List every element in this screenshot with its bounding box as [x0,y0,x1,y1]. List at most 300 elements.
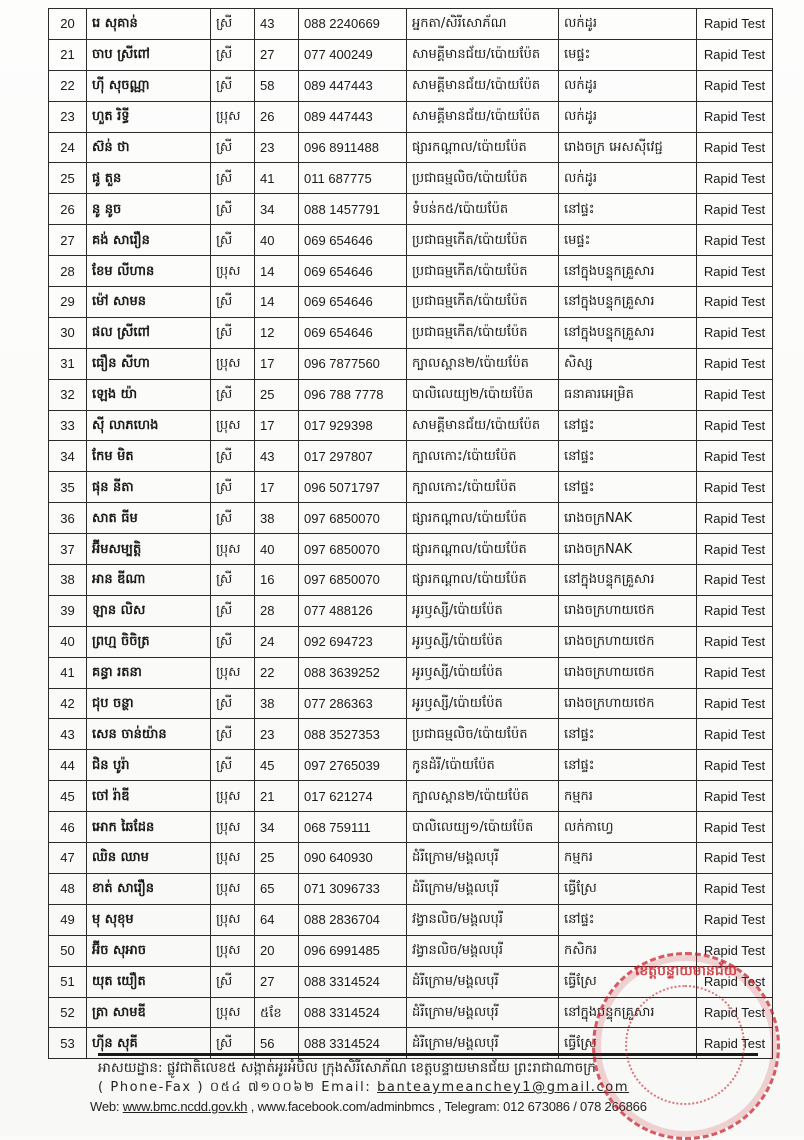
test-type-cell: Rapid Test [697,194,773,225]
address-cell: សាមគ្គីមានជ័យ/ប៉ោយប៉ែត [407,410,559,441]
address-cell: ប្រជាធម្មកើត/ប៉ោយប៉ែត [407,287,559,318]
sex-cell: ស្រី [211,163,255,194]
table-row [49,503,773,534]
patient-name-cell: ចាប ស្រីពៅ [87,39,211,70]
patient-name-cell: ត្រា សាមឌី [87,997,211,1028]
occupation-cell: នៅផ្ទះ [559,904,697,935]
phone-number-cell: 011 687775 [299,163,407,194]
occupation-cell: នៅផ្ទះ [559,194,697,225]
age-cell: 25 [255,843,299,874]
occupation-cell: រោងចក្រហាយថេក [559,657,697,688]
sex-cell: ស្រី [211,379,255,410]
sex-cell: ស្រី [211,719,255,750]
patient-name-cell: ជិន បូរ៉ា [87,750,211,781]
test-type-cell: Rapid Test [697,9,773,40]
test-type-cell: Rapid Test [697,565,773,596]
address-cell: ដំរីក្រោម/មង្គលបុរី [407,843,559,874]
sex-cell: ប្រុស [211,410,255,441]
test-type-cell: Rapid Test [697,348,773,379]
test-type-cell: Rapid Test [697,750,773,781]
patient-name-cell: ចៅ រ៉ាឌី [87,781,211,812]
phone-number-cell: 088 3314524 [299,997,407,1028]
age-cell: 24 [255,626,299,657]
phone-number-cell: 096 788 7778 [299,379,407,410]
table-row [49,194,773,225]
address-cell: ក្បាលកោះ/ប៉ោយប៉ែត [407,472,559,503]
test-type-cell: Rapid Test [697,873,773,904]
occupation-cell: មេផ្ទះ [559,225,697,256]
patient-name-cell: មុ សុខុម [87,904,211,935]
address-cell: ទំបន់ក៥/ប៉ោយប៉ែត [407,194,559,225]
age-cell: ៥ខែ [255,997,299,1028]
patient-name-cell: យុត យឿត [87,966,211,997]
age-cell: 41 [255,163,299,194]
sex-cell: ប្រុស [211,935,255,966]
test-type-cell: Rapid Test [697,719,773,750]
test-type-cell: Rapid Test [697,595,773,626]
row-number-cell: 27 [49,225,87,256]
row-number-cell: 46 [49,812,87,843]
test-type-cell: Rapid Test [697,997,773,1028]
phone-number-cell: 096 6991485 [299,935,407,966]
row-number-cell: 26 [49,194,87,225]
occupation-cell: ធនាគារអេម្រិត [559,379,697,410]
phone-number-cell: 077 400249 [299,39,407,70]
occupation-cell: នៅផ្ទះ [559,410,697,441]
sex-cell: ស្រី [211,132,255,163]
table-row [49,843,773,874]
phone-number-cell: 088 2240669 [299,9,407,40]
address-cell: ប្រជាធម្មលិច/ប៉ោយប៉ែត [407,163,559,194]
age-cell: 45 [255,750,299,781]
sex-cell: ប្រុស [211,997,255,1028]
age-cell: 43 [255,9,299,40]
occupation-cell: នៅក្នុងបន្ទុកគ្រួសារ [559,317,697,348]
table-row [49,812,773,843]
patient-name-cell: សាត ធីម [87,503,211,534]
occupation-cell: រោងចក្រហាយថេក [559,595,697,626]
age-cell: 38 [255,688,299,719]
sex-cell: ស្រី [211,688,255,719]
age-cell: 34 [255,812,299,843]
address-cell: ដំរីក្រោម/មង្គលបុរី [407,873,559,904]
row-number-cell: 41 [49,657,87,688]
test-type-cell: Rapid Test [697,626,773,657]
table-row [49,256,773,287]
patient-name-cell: រេ សុគាន់ [87,9,211,40]
occupation-cell: ធ្វើស្រែ [559,1028,697,1059]
patient-name-cell: កែម មិត [87,441,211,472]
roster-body [49,9,773,1059]
website-link[interactable]: www.bmc.ncdd.gov.kh [122,1099,248,1114]
occupation-cell: នៅផ្ទះ [559,750,697,781]
age-cell: 43 [255,441,299,472]
address-cell: ដំរីក្រោម/មង្គលបុរី [407,966,559,997]
email-link[interactable]: banteaymeanchey1@gmail.com [377,1080,630,1095]
table-row [49,873,773,904]
patient-name-cell: ហួត រិទ្ធី [87,101,211,132]
test-type-cell: Rapid Test [697,812,773,843]
age-cell: 22 [255,657,299,688]
address-cell: សាមគ្គីមានជ័យ/ប៉ោយប៉ែត [407,101,559,132]
patient-name-cell: អាន ឌីណា [87,565,211,596]
table-row [49,225,773,256]
patient-name-cell: នូ នូច [87,194,211,225]
age-cell: 64 [255,904,299,935]
address-cell: ក្បាលកោះ/ប៉ោយប៉ែត [407,441,559,472]
table-row [49,688,773,719]
test-type-cell: Rapid Test [697,781,773,812]
occupation-cell: នៅផ្ទះ [559,441,697,472]
table-row [49,348,773,379]
patient-name-cell: ជុប ចន្ថា [87,688,211,719]
test-type-cell: Rapid Test [697,225,773,256]
phone-number-cell: 090 640930 [299,843,407,874]
patient-name-cell: អោក ឆៃដែន [87,812,211,843]
address-cell: បាលិលេយ្យ២/ប៉ោយប៉ែត [407,379,559,410]
patient-name-cell: សេន ចាន់យ៉ាន [87,719,211,750]
sex-cell: ប្រុស [211,348,255,379]
sex-cell: ប្រុស [211,904,255,935]
test-type-cell: Rapid Test [697,441,773,472]
sex-cell: ប្រុស [211,534,255,565]
patient-name-cell: អ៊ីច សុអាច [87,935,211,966]
phone-number-cell: 068 759111 [299,812,407,843]
phone-number-cell: 097 6850070 [299,534,407,565]
row-number-cell: 34 [49,441,87,472]
phone-number-cell: 097 6850070 [299,565,407,596]
patient-name-cell: ឈិន ឈាម [87,843,211,874]
phone-number-cell: 097 6850070 [299,503,407,534]
sex-cell: ស្រី [211,595,255,626]
test-type-cell: Rapid Test [697,966,773,997]
row-number-cell: 40 [49,626,87,657]
address-cell: ផ្សារកណ្តាល/ប៉ោយប៉ែត [407,503,559,534]
address-cell: ផ្សារកណ្តាល/ប៉ោយប៉ែត [407,132,559,163]
phone-number-cell: 088 3639252 [299,657,407,688]
occupation-cell: នៅក្នុងបន្ទុកគ្រួសារ [559,256,697,287]
age-cell: 23 [255,132,299,163]
row-number-cell: 39 [49,595,87,626]
row-number-cell: 42 [49,688,87,719]
address-cell: កូនដំរី/ប៉ោយប៉ែត [407,750,559,781]
address-cell: ដំរីក្រោម/មង្គលបុរី [407,997,559,1028]
address-cell: ប្រជាធម្មលិច/ប៉ោយប៉ែត [407,719,559,750]
patient-name-cell: ហ៊ីន សុគី [87,1028,211,1059]
table-row [49,287,773,318]
age-cell: 27 [255,966,299,997]
age-cell: 65 [255,873,299,904]
sex-cell: ប្រុស [211,657,255,688]
sex-cell: ប្រុស [211,781,255,812]
phone-fax: ( Phone-Fax ) ០៥៤ ៧១០០៦២ Email: [98,1080,378,1095]
table-row [49,966,773,997]
sex-cell: ប្រុស [211,101,255,132]
occupation-cell: នៅផ្ទះ [559,719,697,750]
table-row [49,379,773,410]
address-cell: ប្រជាធម្មកើត/ប៉ោយប៉ែត [407,225,559,256]
phone-number-cell: 077 286363 [299,688,407,719]
occupation-cell: លក់ដូរ [559,70,697,101]
address-cell: អ្នកតា/សិរីសោភ័ណ [407,9,559,40]
test-type-cell: Rapid Test [697,534,773,565]
table-row [49,997,773,1028]
patient-name-cell: គង់ សារឿន [87,225,211,256]
phone-number-cell: 089 447443 [299,70,407,101]
address-cell: ផ្សារកណ្តាល/ប៉ោយប៉ែត [407,534,559,565]
age-cell: 20 [255,935,299,966]
age-cell: 16 [255,565,299,596]
age-cell: 40 [255,225,299,256]
phone-number-cell: 088 3314524 [299,966,407,997]
row-number-cell: 29 [49,287,87,318]
address-cell: វង្វានលិច/មង្គលបុរី [407,935,559,966]
age-cell: 17 [255,472,299,503]
sex-cell: ប្រុស [211,843,255,874]
test-type-cell: Rapid Test [697,379,773,410]
sex-cell: ស្រី [211,9,255,40]
row-number-cell: 20 [49,9,87,40]
address-cell: អូរឫស្សី/ប៉ោយប៉ែត [407,657,559,688]
test-type-cell: Rapid Test [697,287,773,318]
address-cell: ដំរីក្រោម/មង្គលបុរី [407,1028,559,1059]
row-number-cell: 24 [49,132,87,163]
address-cell: វង្វានលិច/មង្គលបុរី [407,904,559,935]
row-number-cell: 21 [49,39,87,70]
occupation-cell: រោងចក្រ អេសស៊ីវេជ្ជ [559,132,697,163]
phone-number-cell: 096 7877560 [299,348,407,379]
phone-number-cell: 097 2765039 [299,750,407,781]
test-type-cell: Rapid Test [697,1028,773,1059]
patient-name-cell: ផល ស្រីពៅ [87,317,211,348]
age-cell: 14 [255,256,299,287]
age-cell: 38 [255,503,299,534]
occupation-cell: នៅផ្ទះ [559,472,697,503]
age-cell: 21 [255,781,299,812]
patient-name-cell: ម៉ៅ សាមន [87,287,211,318]
sex-cell: ស្រី [211,70,255,101]
patient-name-cell: ធឿន សីហា [87,348,211,379]
phone-number-cell: 088 3527353 [299,719,407,750]
test-type-cell: Rapid Test [697,70,773,101]
row-number-cell: 33 [49,410,87,441]
phone-number-cell: 077 488126 [299,595,407,626]
table-row [49,472,773,503]
test-type-cell: Rapid Test [697,256,773,287]
phone-number-cell: 088 2836704 [299,904,407,935]
table-row [49,719,773,750]
occupation-cell: នៅក្នុងបន្ទុកគ្រួសារ [559,287,697,318]
test-type-cell: Rapid Test [697,657,773,688]
patient-name-cell: ស៊ន់ ថា [87,132,211,163]
address-cell: អូរឫស្សី/ប៉ោយប៉ែត [407,626,559,657]
occupation-cell: រោងចក្រហាយថេក [559,626,697,657]
occupation-cell: នៅក្នុងបន្ទុកគ្រួសារ [559,997,697,1028]
occupation-cell: រោងចក្រហាយថេក [559,688,697,719]
occupation-cell: នៅក្នុងបន្ទុកគ្រួសារ [559,565,697,596]
phone-number-cell: 017 297807 [299,441,407,472]
patient-name-cell: ស៊ី លាភហេង [87,410,211,441]
phone-number-cell: 088 1457791 [299,194,407,225]
occupation-cell: ធ្វើស្រែ [559,873,697,904]
sex-cell: ស្រី [211,565,255,596]
row-number-cell: 45 [49,781,87,812]
row-number-cell: 32 [49,379,87,410]
age-cell: 58 [255,70,299,101]
patient-name-cell: ឡេង យ៉ា [87,379,211,410]
phone-number-cell: 017 621274 [299,781,407,812]
table-row [49,935,773,966]
test-type-cell: Rapid Test [697,132,773,163]
address-cell: ផ្សារកណ្តាល/ប៉ោយប៉ែត [407,565,559,596]
phone-number-cell: 092 694723 [299,626,407,657]
row-number-cell: 23 [49,101,87,132]
address-cell: អូរឫស្សី/ប៉ោយប៉ែត [407,595,559,626]
separator: , [247,1099,258,1114]
age-cell: 34 [255,194,299,225]
footer-divider [98,1053,758,1056]
row-number-cell: 37 [49,534,87,565]
age-cell: 17 [255,410,299,441]
table-row [49,750,773,781]
facebook-link[interactable]: www.facebook.com/adminbmcs [257,1099,435,1114]
age-cell: 23 [255,719,299,750]
table-row [49,781,773,812]
row-number-cell: 43 [49,719,87,750]
patient-name-cell: ឡាន លិស [87,595,211,626]
address-cell: សាមគ្គីមានជ័យ/ប៉ោយប៉ែត [407,70,559,101]
table-row [49,163,773,194]
footer-address: អាសយដ្ឋាន: ផ្លូវជាតិលេខ៥ សង្កាត់អូរអំបិល ក្រុងសិរីសោភ័ណ ខេត្តបន្ទាយមានជ័យ ព្រះរាជាណាចក្រ [98,1060,596,1076]
phone-number-cell: 089 447443 [299,101,407,132]
test-type-cell: Rapid Test [697,101,773,132]
sex-cell: ស្រី [211,966,255,997]
table-row [49,657,773,688]
sex-cell: ស្រី [211,39,255,70]
sex-cell: ប្រុស [211,812,255,843]
sex-cell: ស្រី [211,1028,255,1059]
table-row [49,441,773,472]
address-cell: បាលិលេយ្យ១/ប៉ោយប៉ែត [407,812,559,843]
table-row [49,626,773,657]
occupation-cell: មេផ្ទះ [559,39,697,70]
age-cell: 40 [255,534,299,565]
test-type-cell: Rapid Test [697,503,773,534]
test-type-cell: Rapid Test [697,904,773,935]
row-number-cell: 28 [49,256,87,287]
address-cell: ប្រជាធម្មកើត/ប៉ោយប៉ែត [407,256,559,287]
test-type-cell: Rapid Test [697,843,773,874]
patient-name-cell: ខែម លីហាន [87,256,211,287]
phone-number-cell: 069 654646 [299,225,407,256]
sex-cell: ប្រុស [211,256,255,287]
phone-number-cell: 017 929398 [299,410,407,441]
letterhead-footer [90,1053,758,1116]
address-cell: ក្បាលស្ពាន២/ប៉ោយប៉ែត [407,348,559,379]
table-row [49,317,773,348]
row-number-cell: 53 [49,1028,87,1059]
stamp-label: ខេត្តបន្ទាយមានជ័យ [634,963,738,979]
phone-number-cell: 096 8911488 [299,132,407,163]
patient-roster-table [48,8,773,1059]
age-cell: 14 [255,287,299,318]
table-row [49,9,773,40]
occupation-cell: កម្មករ [559,781,697,812]
occupation-cell: កម្មករ [559,843,697,874]
table-row [49,132,773,163]
address-cell: សាមគ្គីមានជ័យ/ប៉ោយប៉ែត [407,39,559,70]
sex-cell: ស្រី [211,287,255,318]
phone-number-cell: 069 654646 [299,256,407,287]
test-type-cell: Rapid Test [697,688,773,719]
row-number-cell: 47 [49,843,87,874]
patient-name-cell: គន្ធា រតនា [87,657,211,688]
sex-cell: ស្រី [211,472,255,503]
test-type-cell: Rapid Test [697,935,773,966]
test-type-cell: Rapid Test [697,472,773,503]
patient-name-cell: ព្រហ្ម ចិចិត្រ [87,626,211,657]
row-number-cell: 50 [49,935,87,966]
table-row [49,534,773,565]
occupation-cell: កសិករ [559,935,697,966]
footer-web [90,1097,758,1116]
occupation-cell: លក់ដូរ [559,163,697,194]
test-type-cell: Rapid Test [697,163,773,194]
age-cell: 56 [255,1028,299,1059]
sex-cell: ស្រី [211,317,255,348]
age-cell: 26 [255,101,299,132]
row-number-cell: 30 [49,317,87,348]
age-cell: 12 [255,317,299,348]
phone-number-cell: 088 3314524 [299,1028,407,1059]
phone-number-cell: 071 3096733 [299,873,407,904]
patient-name-cell: ផូ តួន [87,163,211,194]
occupation-cell: សិស្ស [559,348,697,379]
sex-cell: ស្រី [211,225,255,256]
address-cell: អូរឫស្សី/ប៉ោយប៉ែត [407,688,559,719]
row-number-cell: 31 [49,348,87,379]
sex-cell: ស្រី [211,441,255,472]
table-row [49,565,773,596]
patient-name-cell: ខាត់ សារឿន [87,873,211,904]
table-row [49,101,773,132]
phone-number-cell: 096 5071797 [299,472,407,503]
footer-contact [98,1078,758,1097]
test-type-cell: Rapid Test [697,39,773,70]
occupation-cell: លក់ដូរ [559,9,697,40]
test-type-cell: Rapid Test [697,410,773,441]
age-cell: 25 [255,379,299,410]
patient-name-cell: ផុន នីតា [87,472,211,503]
test-type-cell: Rapid Test [697,317,773,348]
row-number-cell: 44 [49,750,87,781]
table-row [49,70,773,101]
row-number-cell: 52 [49,997,87,1028]
row-number-cell: 49 [49,904,87,935]
row-number-cell: 36 [49,503,87,534]
sex-cell: ស្រី [211,626,255,657]
row-number-cell: 25 [49,163,87,194]
row-number-cell: 51 [49,966,87,997]
occupation-cell: រោងចក្រNAK [559,503,697,534]
telegram-contact: , Telegram: 012 673086 / 078 266866 [434,1099,647,1114]
occupation-cell: រោងចក្រNAK [559,534,697,565]
sex-cell: ស្រី [211,503,255,534]
table-row [49,904,773,935]
row-number-cell: 48 [49,873,87,904]
patient-name-cell: អ៊ីមសម្បត្តិ [87,534,211,565]
address-cell: ក្បាលស្ពាន២/ប៉ោយប៉ែត [407,781,559,812]
